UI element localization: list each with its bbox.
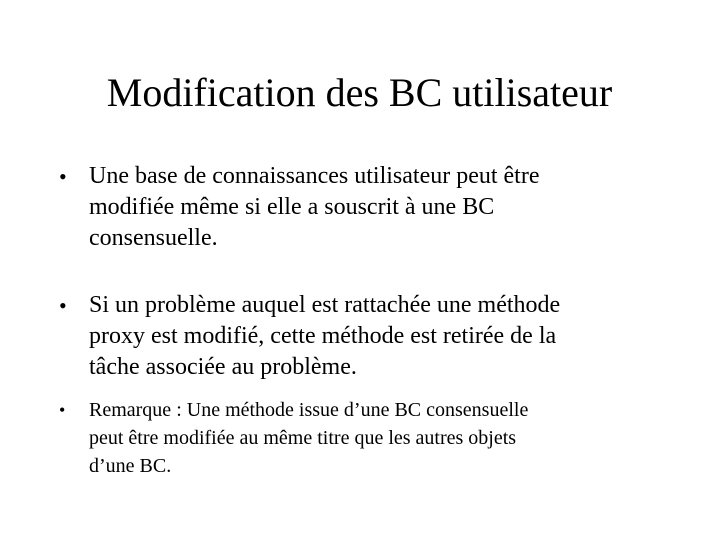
bullet-text: Une base de connaissances utilisateur peut être modifiée même si elle a souscrit à une BC consensuelle. xyxy=(89,163,540,251)
slide-title: Modification des BC utilisateur xyxy=(106,70,613,115)
bullet-dot-icon: • xyxy=(59,400,66,420)
bullet-text: Remarque : Une méthode issue d’une BC consensuelle peut être modifiée au même titre que les autres objets d’une BC. xyxy=(89,399,529,477)
bullet-text: Si un problème auquel est rattachée une méthode proxy est modifié, cette méthode est retirée de la tâche associée au problème. xyxy=(89,292,561,380)
bullet-dot-icon: • xyxy=(59,293,67,318)
bullet-dot-icon: • xyxy=(59,164,67,189)
